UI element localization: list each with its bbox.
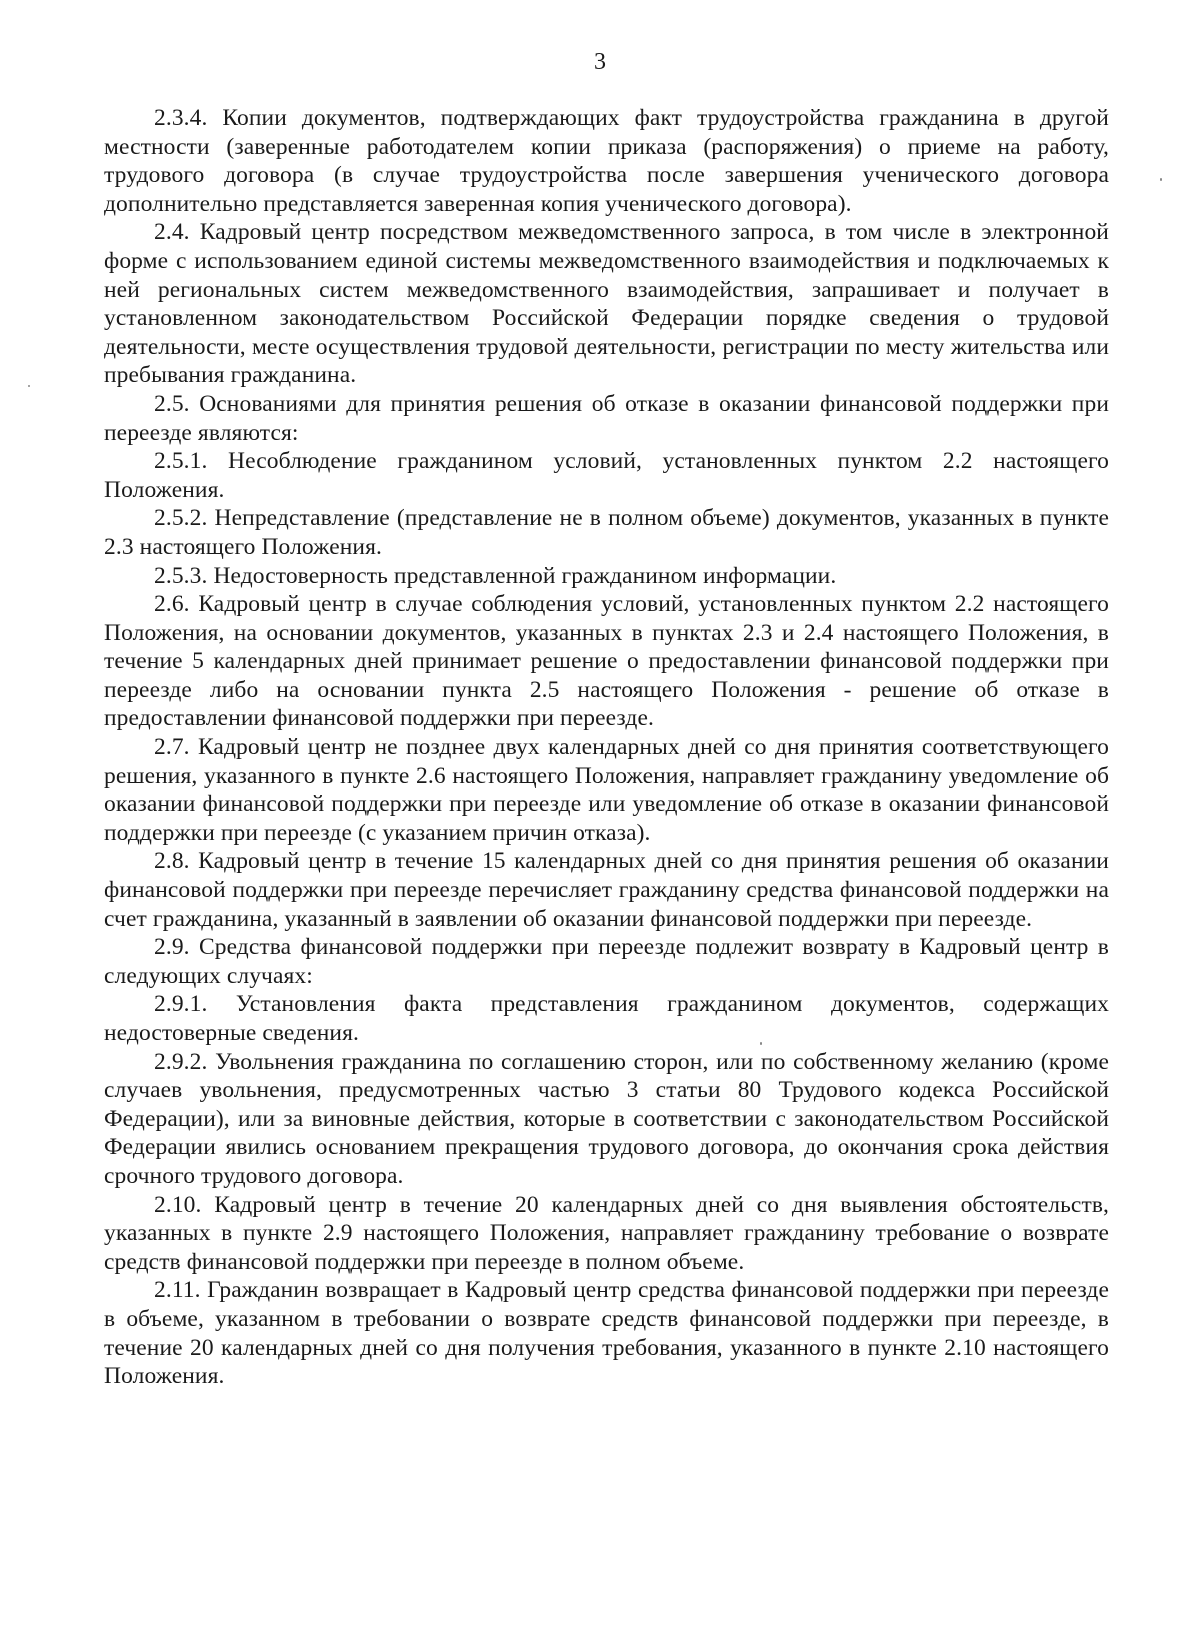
scan-speck [760, 1042, 762, 1045]
paragraph-2-6: 2.6. Кадровый центр в случае соблюдения условий, установленных пунктом 2.2 настоящего Положения, на основании документов, указанных в пунктах 2.3 и 2.4 настоящего Положения, в течение 5 календарных дней принимает решение о предоставлении финансовой поддержки при переезде либо на основании пункта 2.5 настоящего Положения - решение об отказе в предоставлении финансовой поддержки при переезде. [104, 591, 1109, 732]
scan-speck [28, 385, 30, 387]
paragraph-2-10: 2.10. Кадровый центр в течение 20 календарных дней со дня выявления обстоятельств, указанных в пункте 2.9 настоящего Положения, направляет гражданину требование о возврате средств финансовой поддержки при переезде в полном объеме. [104, 1191, 1109, 1275]
paragraph-2-5-1: 2.5.1. Несоблюдение гражданином условий, установленных пунктом 2.2 настоящего Положения. [104, 448, 1109, 503]
paragraph-2-9-1: 2.9.1. Установления факта представления гражданином документов, содержащих недостоверные сведения. [104, 991, 1109, 1046]
scan-speck [1160, 178, 1162, 181]
paragraph-2-9-2: 2.9.2. Увольнения гражданина по соглашению сторон, или по собственному желанию (кроме случаев увольнения, предусмотренных частью 3 статьи 80 Трудового кодекса Российской Федерации), или за виновные действия, которые в соответствии с законодательством Российской Федерации явились основанием прекращения трудового договора, до окончания срока действия срочного трудового договора. [104, 1048, 1109, 1189]
paragraph-2-8: 2.8. Кадровый центр в течение 15 календарных дней со дня принятия решения об оказании финансовой поддержки при переезде перечисляет гражданину средства финансовой поддержки на счет гражданина, указанный в заявлении об оказании финансовой поддержки при переезде. [104, 848, 1109, 932]
paragraph-2-3-4: 2.3.4. Копии документов, подтверждающих факт трудоустройства гражданина в другой местности (заверенные работодателем копии приказа (распоряжения) о приеме на работу, трудового договора (в случае трудоустройства после завершения ученического договора дополнительно представляется заверенная копия ученического договора). [104, 105, 1109, 217]
paragraph-2-11: 2.11. Гражданин возвращает в Кадровый центр средства финансовой поддержки при переезде в объеме, указанном в требовании о возврате средств финансовой поддержки при переезде, в течение 20 календарных дней со дня получения требования, указанного в пункте 2.10 настоящего Положения. [104, 1277, 1109, 1390]
paragraph-2-9: 2.9. Средства финансовой поддержки при переезде подлежит возврату в Кадровый центр в следующих случаях: [104, 934, 1109, 989]
paragraph-2-5-2: 2.5.2. Непредставление (представление не в полном объеме) документов, указанных в пункте 2.3 настоящего Положения. [104, 505, 1109, 560]
paragraph-2-7: 2.7. Кадровый центр не позднее двух календарных дней со дня принятия соответствующего решения, указанного в пункте 2.6 настоящего Положения, направляет гражданину уведомление об оказании финансовой поддержки при переезде или уведомление об отказе в оказании финансовой поддержки при переезде (с указанием причин отказа). [104, 734, 1109, 846]
paragraph-2-5-3: 2.5.3. Недостоверность представленной гражданином информации. [154, 562, 837, 589]
paragraph-2-5: 2.5. Основаниями для принятия решения об отказе в оказании финансовой поддержки при переезде являются: [104, 390, 1109, 446]
paragraph-2-4: 2.4. Кадровый центр посредством межведомственного запроса, в том числе в электронной форме с использованием единой системы межведомственного взаимодействия и подключаемых к ней региональных систем межведомственного взаимодействия, запрашивает и получает в установленном законодательством Российской Федерации порядке сведения о трудовой деятельности, месте осуществления трудовой деятельности, регистрации по месту жительства или пребывания гражданина. [104, 219, 1109, 389]
document-body [104, 104, 1109, 1391]
page-number: 3 [594, 49, 606, 75]
